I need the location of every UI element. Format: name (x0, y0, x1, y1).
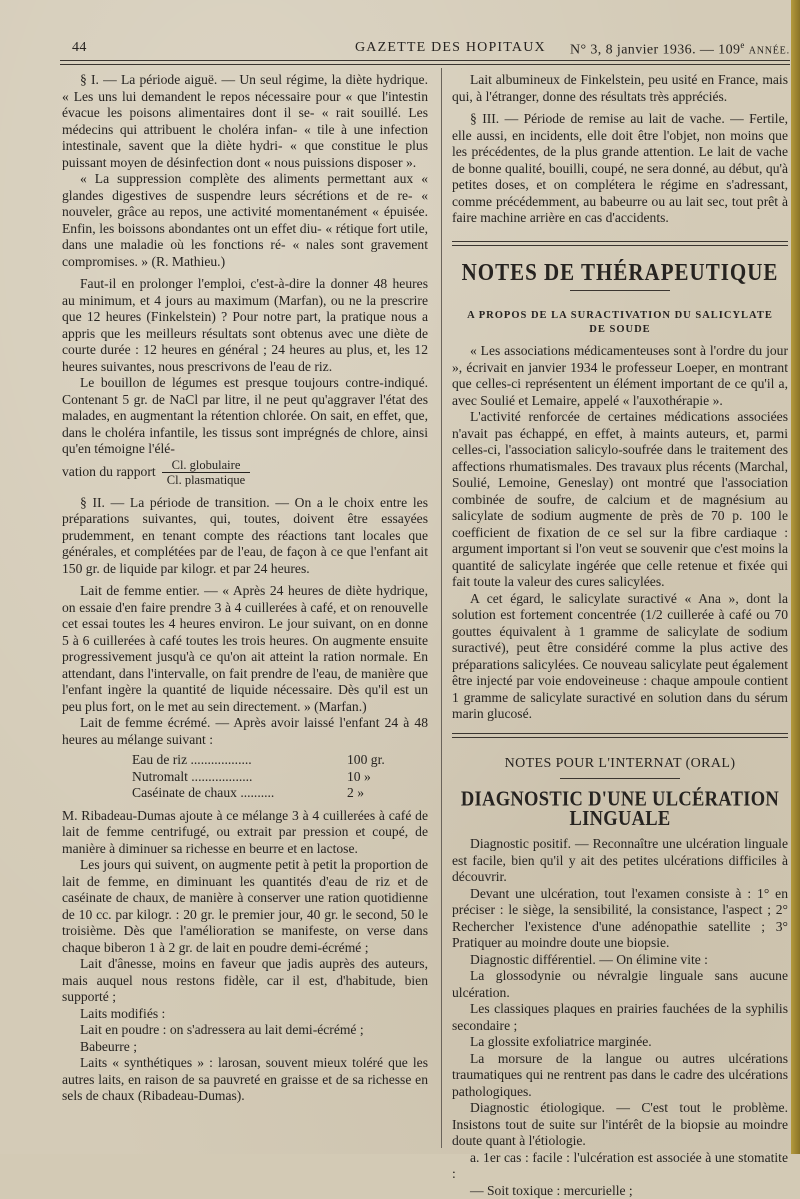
section-rule (452, 241, 788, 242)
paragraph-duration: Faut-il en prolonger l'emploi, c'est-à-dire la donner 48 heures au minimum, et 4 jours au maximum (Marfan), ou ne la prescrire que 12 heures (Finkelstein) ? Pour notre part, la pratique nous a appris que les meilleurs résultats sont obtenus avec une diète de courte durée : 12 heures en général ; 24 heures au plus, et, les 12 heures suivantes, nous prescrivons de l'eau de riz. (62, 276, 428, 375)
running-header (60, 36, 790, 60)
article-title: A PROPOS DE LA SURACTIVATION DU SALICYLATE (452, 309, 788, 323)
paragraph-ana: A cet égard, le salicylate suractivé « Ana », dont la solution est fortement concentrée (1/2 cuillerée à café ou 70 gouttes équivalent à 1 gramme de salicylate de sodium suractivé), peut être considéré comme la plus active des préparations salicylées. Ce nouveau salicylate peut également être injecté par voie endoveineuse : chaque ampoule contient 1 gramme de salicylate suractivé en solution dans du sérum marin glucosé. (452, 591, 788, 723)
section-title: NOTES DE THÉRAPEUTIQUE (452, 262, 788, 281)
paragraph-differential: Diagnostic différentiel. — On élimine vite : (452, 952, 788, 969)
article-heading: DIAGNOSTIC D'UNE ULCÉRATION LINGUALE (452, 791, 788, 829)
paragraph-following-days: Les jours qui suivent, on augmente petit à petit la proportion de lait de femme, en diminuant les quantités d'eau de riz et de caséinate de chaux, de manière à conserver une ration quotidienne de 10 cc. par kilogr. : 20 gr. le premier jour, 40 gr. le second, 50 le troisième. Dès que l'amélioration se manifeste, on verse dans chaque biberon 1 à 2 gr. de lait en poudre demi-écrémé ; (62, 857, 428, 956)
header-rule-2 (60, 64, 790, 65)
article-title-line-2: DE SOUDE (452, 323, 788, 337)
recipe-table (132, 752, 402, 802)
paragraph-bite: La morsure de la langue ou autres ulcérations traumatiques qui ne rentrent pas dans le cadre des ulcérations pathologiques. (452, 1051, 788, 1101)
subtitle-rule (560, 778, 680, 779)
paragraph-whole-milk: Lait de femme entier. — « Après 24 heures de diète hydrique, on essaie d'en faire prendre 3 à 4 cuillerées à café, et on renouvelle cet essai toutes les 4 heures environ. Le jour suivant, on en donne 5 à 6 cuillerées à café toutes les trois heures. On augmente ensuite progressivement jusqu'à ce qu'on ait atteint la ration normale. En attendant, dans l'intervalle, on fait prendre de l'eau, de manière que l'enfant ingère la quantité de liquide nécessaire. Dès qu'il est un peu plus fort, on le met au sein directement. » (Marfan.) (62, 583, 428, 715)
paragraph-modified-milks: Laits modifiés : (62, 1006, 428, 1023)
paragraph-skimmed-milk: Lait de femme écrémé. — Après avoir laissé l'enfant 24 à 48 heures au mélange suivant : (62, 715, 428, 748)
internat-title: NOTES POUR L'INTERNAT (ORAL) (452, 756, 788, 773)
paragraph-examination: Devant une ulcération, tout l'examen consiste à : 1° en préciser : le siège, la sensibilité, la consistance, l'aspect ; 2° Rechercher l'existence d'une adénopathie satellite ; 3° Pratiquer au moindre doute une biopsie. (452, 886, 788, 952)
paragraph-associations: « Les associations médicamenteuses sont à l'ordre du jour », écrivait en janvier 1934 le professeur Loeper, en montrant que celles-ci représentent un élément important de ce qu'il a, avec Soulié et Lemaire, appelé « l'auxothérapie ». (452, 343, 788, 409)
issue-date: N° 3, 8 janvier 1936. — 109e ANNÉE. (570, 40, 790, 59)
paragraph-donkey-milk: Lait d'ânesse, moins en faveur que jadis auprès des auteurs, mais auquel nous restons fidèle, car il est, d'habitude, bien supporté ; (62, 956, 428, 1006)
right-column (452, 72, 788, 1199)
paragraph-activity: L'activité renforcée de certaines médications associées n'avait pas échappé, en effet, à maints auteurs, et, parmi celles-ci, l'association salicylo-soufrée dans le traitement des affections rhumatismales. Des travaux plus récents (Marchal, Soulié, Lemoine, Geneslay) ont montré que l'association combinée de soufre, de calcium et de magnésium au salicylate de sodium augmente de près de 70 p. 100 le coefficient de fixation de ce sel sur la fibre cardiaque : argument important si l'on veut se souvenir que c'est moins la quantité de salicylate ingérée que celle retenue et fixée qui fait toute la valeur des cures salicylées. (452, 409, 788, 591)
paragraph-toxic: — Soit toxique : mercurielle ; (452, 1183, 788, 1199)
column-divider (441, 68, 442, 1148)
paragraph-positive-diagnosis: Diagnostic positif. — Reconnaître une ulcération linguale est facile, bien qu'il y ait des petites ulcérations difficiles à découvrir. (452, 836, 788, 886)
recipe-row: Eau de riz .................. 100 gr. (132, 752, 402, 769)
section-rule-2 (452, 245, 788, 246)
ratio-lead: vation du rapport (62, 464, 156, 481)
paragraph-cow-milk: § III. — Période de remise au lait de vache. — Fertile, elle aussi, en incidents, elle doit être l'objet, non moins que les précédentes, de la plus grande attention. Le lait de vache de bonne qualité, bouilli, coupé, ne sera donné, au début, qu'à petites doses, et on complétera le régime en s'adressant, comme précédemment, au babeurre ou au lait sec, tout prêt à faire machine arrière en cas d'accidents. (452, 111, 788, 227)
journal-title: GAZETTE DES HOPITAUX (355, 40, 546, 56)
paragraph-acute-phase: § I. — La période aiguë. — Un seul régime, la diète hydrique. « Les uns lui demandent le repos nécessaire pour « que l'intestin évacue les poisons alimentaires dont il se- « rait souillé. Les médecins qui attribuent le choléra infan- « tile à une infection intestinale, savent que la diète hydri- « que constitue le plus puissant moyen de désinfection dont « nous puissions disposer ». (62, 72, 428, 171)
paragraph-suppression: « La suppression complète des aliments permettant aux « glandes digestives de suspendre leurs sécrétions et de re- « nouveler, grâce au repos, une activité momentanément « épuisée. Enfin, les boissons abondantes ont un effet diu- « rétique fort utile, dans une maladie où les fonctions ré- « nales sont gravement compromises. » (R. Mathieu.) (62, 171, 428, 270)
section-rule-2 (452, 737, 788, 738)
chlorine-ratio (62, 458, 428, 487)
paragraph-etiology: Diagnostic étiologique. — C'est tout le problème. Insistons tout de suite sur l'intérêt de la biopsie au moindre doute quant à l'étiologie. (452, 1100, 788, 1150)
recipe-row: Nutromalt .................. 10 » (132, 769, 402, 786)
paragraph-plaques: Les classiques plaques en prairies fauchées de la syphilis secondaire ; (452, 1001, 788, 1034)
paragraph-first-case: a. 1er cas : facile : l'ulcération est associée à une stomatite : (452, 1150, 788, 1183)
page-number: 44 (72, 40, 87, 56)
paragraph-bouillon: Le bouillon de légumes est presque toujours contre-indiqué. Contenant 5 gr. de NaCl par litre, il ne peut qu'aggraver l'état des malades, en augmentant la rétention chlorée. On sait, en effet, que, dans le choléra infantile, les tissus sont imprégnés de chlore, ainsi qu'en témoigne l'élé- (62, 375, 428, 458)
recipe-row: Caséinate de chaux .......... 2 » (132, 785, 402, 802)
paragraph-powder-milk: Lait en poudre : on s'adressera au lait demi-écrémé ; (62, 1022, 428, 1039)
paragraph-glossodynia: La glossodynie ou névralgie linguale sans aucune ulcération. (452, 968, 788, 1001)
paragraph-finkelstein: Lait albumineux de Finkelstein, peu usité en France, mais qui, à l'étranger, donne des résultats très appréciés. (452, 72, 788, 105)
paragraph-ribadeau: M. Ribadeau-Dumas ajoute à ce mélange 3 à 4 cuillerées à café de lait de femme centrifugé, ou extrait par pression et coupé, de manière à diminuer sa richesse en beurre et en lactose. (62, 808, 428, 858)
left-column (62, 72, 428, 1105)
header-rule (60, 60, 790, 61)
paragraph-buttermilk: Babeurre ; (62, 1039, 428, 1056)
ratio-numerator: Cl. globulaire (162, 458, 251, 473)
section-rule (452, 733, 788, 734)
ratio-denominator: Cl. plasmatique (167, 473, 245, 487)
paragraph-transition: § II. — La période de transition. — On a le choix entre les préparations suivantes, qui, toutes, doivent être essayées prudemment, en tenant compte des réactions tant locales que générales, et complétées par de l'eau, de façon à ce que l'enfant ait 150 gr. de liquide par kilogr. et par 24 heures. (62, 495, 428, 578)
title-rule (570, 290, 670, 291)
paragraph-synthetic-milks: Laits « synthétiques » : larosan, souvent mieux toléré que les autres laits, en raison de sa pauvreté en graisse et de sa richesse en sels de chaux (Ribadeau-Dumas). (62, 1055, 428, 1105)
page-edge (791, 0, 800, 1154)
paragraph-glossitis: La glossite exfoliatrice marginée. (452, 1034, 788, 1051)
